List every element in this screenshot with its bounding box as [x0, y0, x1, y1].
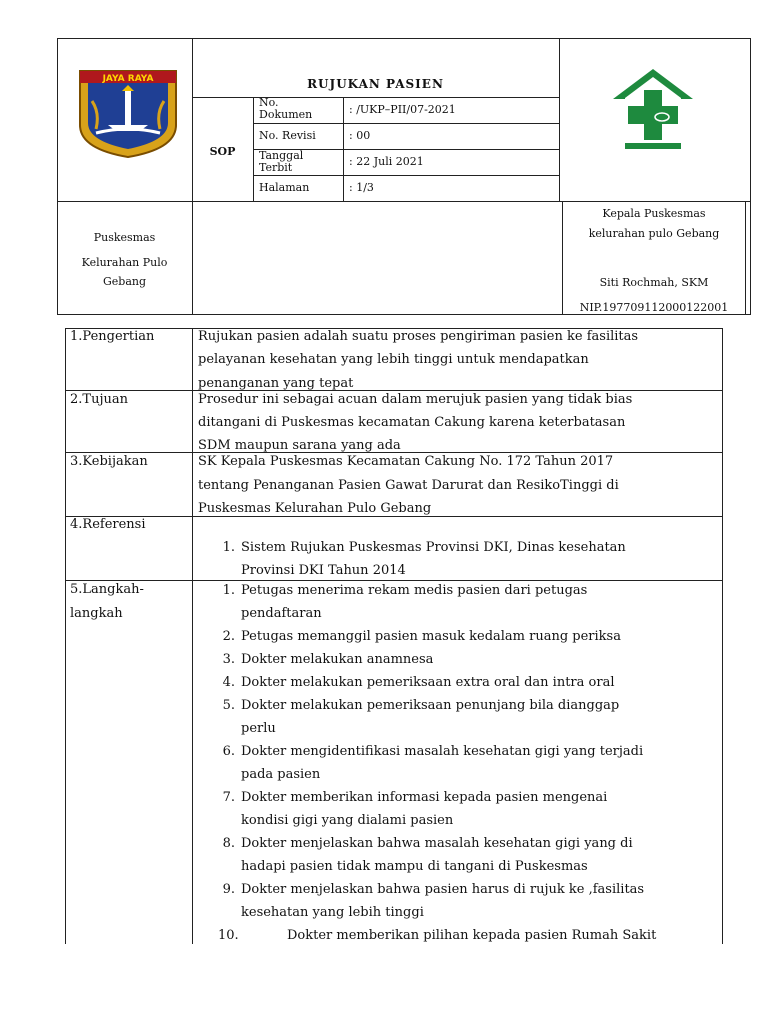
list-text: perlu: [241, 721, 276, 736]
list-number: 7.: [222, 790, 235, 805]
kebijakan-line: tentang Penanganan Pasien Gawat Darurat dan ResikoTinggi di: [198, 478, 619, 493]
list-text: pada pasien: [241, 767, 321, 782]
list-text: Dokter melakukan pemeriksaan penunjang bila dianggap: [241, 698, 620, 713]
document-title: RUJUKAN PASIEN: [307, 77, 444, 91]
org-name-line3: Gebang: [102, 275, 147, 288]
head-name: Siti Rochmah, SKM: [599, 276, 709, 289]
meta-value-halaman: : 1/3: [349, 181, 374, 194]
head-title-line1: Kepala Puskesmas: [602, 207, 706, 220]
head-title-line2: kelurahan pulo Gebang: [588, 227, 720, 240]
list-number: 5.: [222, 698, 235, 713]
list-text: pendaftaran: [241, 606, 322, 621]
list-text: hadapi pasien tidak mampu di tangani di Puskesmas: [241, 859, 588, 874]
list-text: Dokter melakukan pemeriksaan extra oral dan intra oral: [241, 675, 615, 690]
section-label-tujuan: 2.Tujuan: [70, 392, 128, 407]
section-label-kebijakan: 3.Kebijakan: [70, 454, 148, 469]
tujuan-line: SDM maupun sarana yang ada: [198, 438, 401, 453]
meta-value-no-revisi: : 00: [349, 129, 371, 142]
tujuan-line: Prosedur ini sebagai acuan dalam merujuk pasien yang tidak bias: [198, 392, 633, 407]
puskesmas-logo: [610, 66, 696, 152]
kebijakan-line: Puskesmas Kelurahan Pulo Gebang: [198, 501, 432, 516]
list-text: Petugas menerima rekam medis pasien dari petugas: [241, 583, 588, 598]
tujuan-line: ditangani di Puskesmas kecamatan Cakung karena keterbatasan: [198, 415, 626, 430]
meta-value-tanggal-terbit: : 22 Juli 2021: [349, 155, 424, 168]
pengertian-line: penanganan yang tepat: [198, 376, 354, 391]
list-number: 1.: [222, 583, 235, 598]
list-text: Dokter melakukan anamnesa: [241, 652, 434, 667]
sop-label: SOP: [209, 145, 236, 158]
list-text: Sistem Rujukan Puskesmas Provinsi DKI, Dinas kesehatan: [241, 540, 626, 555]
pengertian-line: Rujukan pasien adalah suatu proses pengiriman pasien ke fasilitas: [198, 329, 639, 344]
list-text: Petugas memanggil pasien masuk kedalam ruang periksa: [241, 629, 621, 644]
list-number: 3.: [222, 652, 235, 667]
section-label-pengertian: 1.Pengertian: [70, 329, 155, 344]
list-text: kondisi gigi yang dialami pasien: [241, 813, 454, 828]
list-number: 1.: [222, 540, 235, 555]
list-number: 9.: [222, 882, 235, 897]
list-text: Dokter menjelaskan bahwa pasien harus di rujuk ke ,fasilitas: [241, 882, 645, 897]
list-text: Dokter mengidentifikasi masalah kesehatan gigi yang terjadi: [241, 744, 644, 759]
section-label-langkah: 5.Langkah-: [70, 582, 144, 597]
list-text: kesehatan yang lebih tinggi: [241, 905, 424, 920]
list-number: 6.: [222, 744, 235, 759]
meta-label-no-revisi: No. Revisi: [259, 129, 316, 142]
meta-label-halaman: Halaman: [259, 181, 310, 194]
list-number: 8.: [222, 836, 235, 851]
list-text: Dokter menjelaskan bahwa masalah kesehatan gigi yang di: [241, 836, 633, 851]
pengertian-line: pelayanan kesehatan yang lebih tinggi untuk mendapatkan: [198, 352, 589, 367]
list-text: Dokter memberikan pilihan kepada pasien Rumah Sakit: [287, 928, 657, 943]
jaya-raya-logo: [78, 67, 178, 159]
section-label-referensi: 4.Referensi: [70, 517, 146, 532]
kebijakan-line: SK Kepala Puskesmas Kecamatan Cakung No. 172 Tahun 2017: [198, 454, 614, 469]
org-name-line1: Puskesmas: [93, 231, 156, 244]
list-number: 10.: [218, 928, 239, 943]
list-text: Dokter memberikan informasi kepada pasien mengenai: [241, 790, 608, 805]
logo-text: JAYA RAYA: [102, 74, 154, 84]
list-number: 2.: [222, 629, 235, 644]
meta-label-no-dokumen: No. Dokumen: [259, 96, 313, 121]
org-name-line2: Kelurahan Pulo: [81, 256, 168, 269]
list-number: 4.: [222, 675, 235, 690]
head-nip: NIP.197709112000122001: [579, 301, 729, 314]
list-text: Provinsi DKI Tahun 2014: [241, 563, 406, 578]
meta-value-no-dokumen: : /UKP–PII/07-2021: [349, 103, 456, 116]
meta-label-tanggal-terbit: Tanggal Terbit: [259, 149, 304, 174]
section-label-langkah-2: langkah: [70, 606, 123, 621]
